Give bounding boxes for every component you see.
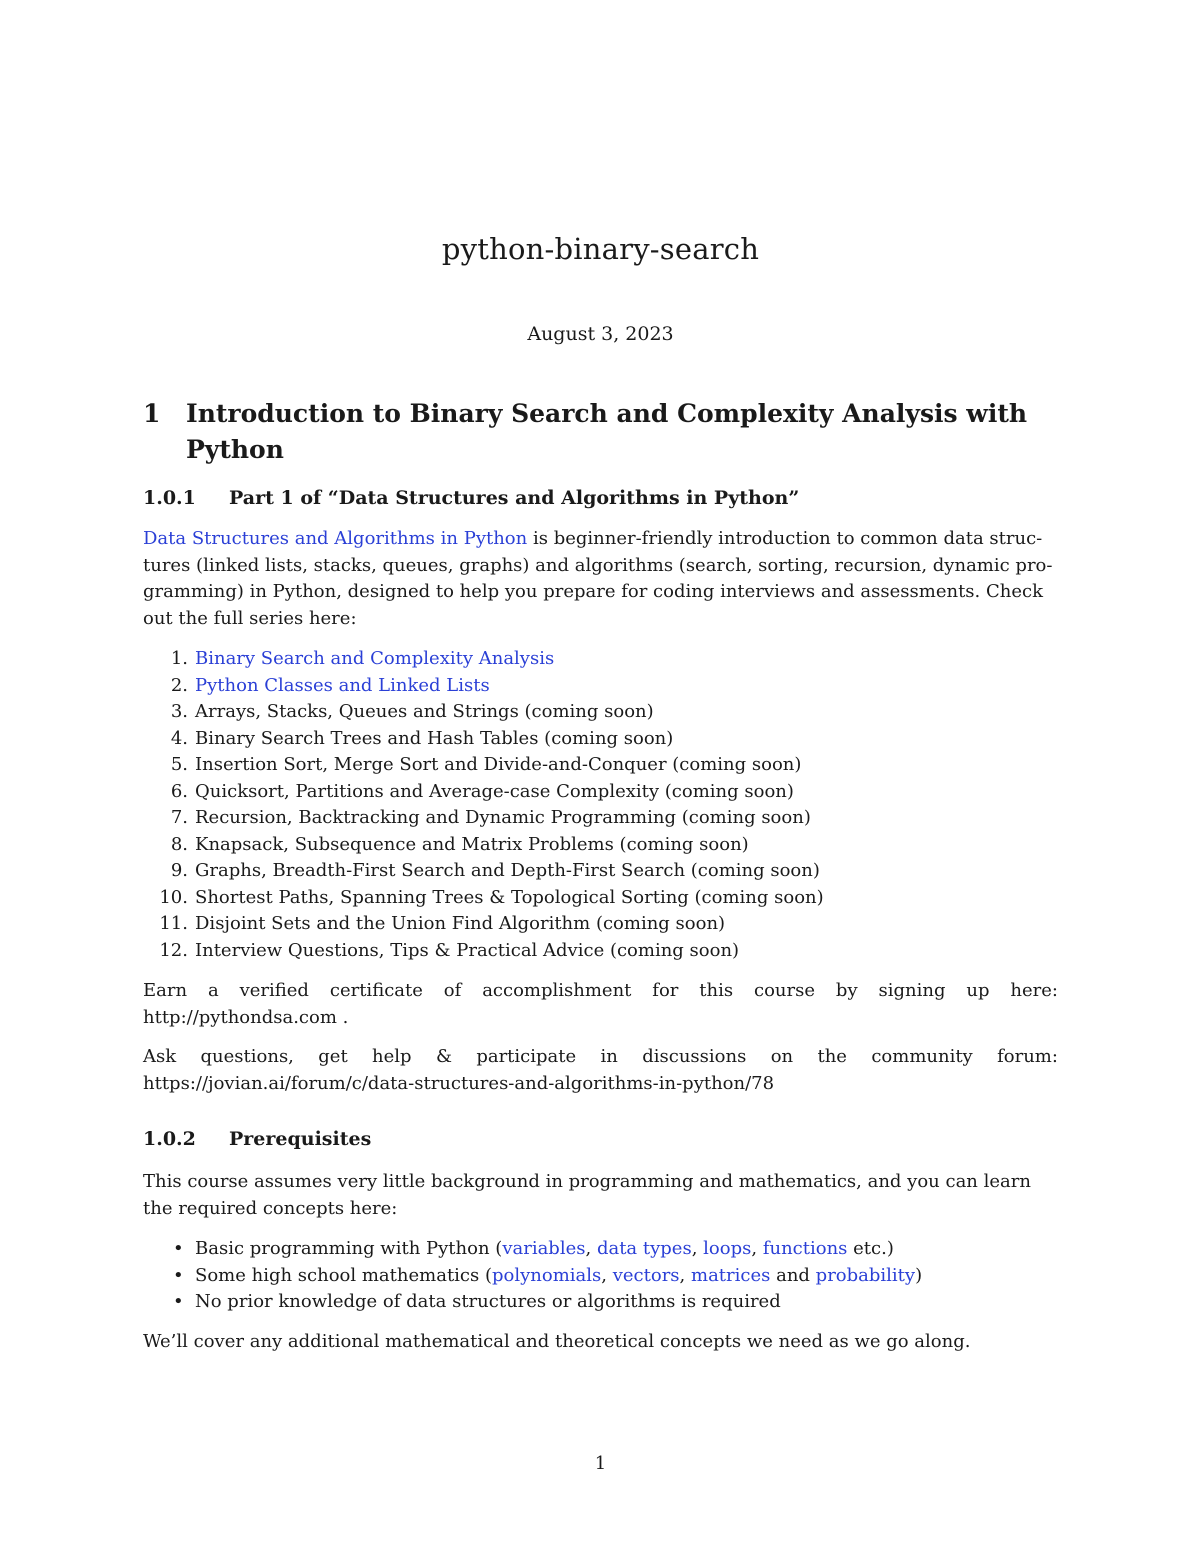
subsection-number: 1.0.1 xyxy=(143,487,196,509)
document-title: python-binary-search xyxy=(441,232,760,266)
bullet-icon: • xyxy=(173,1291,184,1312)
list-item xyxy=(143,752,1058,779)
list-item-text: Arrays, Stacks, Queues and Strings (coming soon) xyxy=(195,701,654,722)
word: course xyxy=(754,980,816,1001)
list-item-text: Shortest Paths, Spanning Trees & Topological Sorting (coming soon) xyxy=(195,886,824,908)
closing-line: We’ll cover any additional mathematical and theoretical concepts we need as we go along. xyxy=(143,1331,971,1352)
text-fragment: Basic programming with Python ( xyxy=(195,1238,503,1259)
intro-line-3: gramming) in Python, designed to help you prepare for coding interviews and assessments. Check xyxy=(143,581,1043,602)
section-number: 1 xyxy=(143,399,161,428)
intro-line-4: out the full series here: xyxy=(143,607,357,629)
dsa-course-link[interactable]: Data Structures and Algorithms in Python xyxy=(143,528,528,549)
prereq-line-1: This course assumes very little background in programming and mathematics, and you can learn xyxy=(143,1171,1031,1192)
list-marker: 7. xyxy=(170,807,188,828)
word: Earn xyxy=(143,980,188,1001)
word: up xyxy=(966,980,990,1001)
probability-link[interactable]: probability xyxy=(815,1264,916,1286)
list-marker: 12. xyxy=(159,939,188,961)
list-item-text: Disjoint Sets and the Union Find Algorithm (coming soon) xyxy=(195,913,726,934)
intro-line-2: tures (linked lists, stacks, queues, graphs) and algorithms (search, sorting, recursion, dynamic pro- xyxy=(143,554,1053,576)
list-item xyxy=(143,1263,1058,1290)
document-date: August 3, 2023 xyxy=(527,323,674,345)
list-item xyxy=(143,726,1058,753)
word: on xyxy=(770,1046,794,1067)
list-item xyxy=(143,779,1058,806)
subsection-heading-series xyxy=(143,487,1058,509)
prerequisites-list xyxy=(143,1236,1058,1316)
word: in xyxy=(600,1046,618,1067)
word: questions, xyxy=(200,1046,294,1067)
prereq-paragraph xyxy=(143,1169,1058,1222)
section-heading xyxy=(143,396,1058,468)
list-item xyxy=(143,858,1058,885)
word: signing xyxy=(878,980,946,1001)
word: get xyxy=(318,1046,348,1067)
forum-url[interactable]: https://jovian.ai/forum/c/data-structures-and-algorithms-in-python/78 xyxy=(143,1072,775,1094)
certificate-paragraph xyxy=(143,978,1058,1031)
word: this xyxy=(699,980,734,1001)
word: verified xyxy=(239,980,309,1001)
list-marker: 2. xyxy=(170,674,188,696)
text-fragment: and xyxy=(770,1264,816,1286)
list-item-text: Knapsack, Subsequence and Matrix Problems (coming soon) xyxy=(195,833,749,855)
word: of xyxy=(443,980,462,1001)
list-item-text: Basic programming with Python (variables, data types, loops, functions etc.) xyxy=(195,1238,894,1259)
list-item xyxy=(143,646,1058,673)
list-item-text: Some high school mathematics (polynomials, vectors, matrices and probability) xyxy=(195,1264,923,1286)
text-fragment: etc.) xyxy=(847,1238,894,1259)
series-link[interactable]: Python Classes and Linked Lists xyxy=(195,674,490,696)
word: here: xyxy=(1010,980,1058,1001)
list-marker: 6. xyxy=(170,780,188,802)
intro-paragraph xyxy=(143,526,1058,632)
loops-link[interactable]: loops xyxy=(703,1238,752,1259)
word: participate xyxy=(476,1046,577,1067)
series-link[interactable]: Binary Search and Complexity Analysis xyxy=(195,648,555,669)
subsection-number: 1.0.2 xyxy=(143,1128,196,1150)
word: help xyxy=(372,1046,412,1067)
list-item-text: Recursion, Backtracking and Dynamic Programming (coming soon) xyxy=(195,807,811,828)
list-item-text: Interview Questions, Tips & Practical Advice (coming soon) xyxy=(195,939,740,961)
list-marker: 3. xyxy=(170,701,188,722)
vectors-link[interactable]: vectors xyxy=(612,1264,680,1286)
certificate-url[interactable]: http://pythondsa.com . xyxy=(143,1006,349,1028)
word: Ask xyxy=(143,1046,177,1067)
intro-line-1 xyxy=(143,526,1058,553)
list-marker: 1. xyxy=(170,648,188,669)
text-fragment: Some high school mathematics ( xyxy=(195,1264,492,1286)
word: the xyxy=(817,1046,847,1067)
page-number: 1 xyxy=(594,1453,607,1474)
list-marker: 5. xyxy=(170,754,188,775)
list-item xyxy=(143,911,1058,938)
forum-paragraph xyxy=(143,1044,1058,1097)
list-marker: 11. xyxy=(159,913,188,934)
list-item xyxy=(143,1236,1058,1263)
intro-line-1-text: is beginner-friendly introduction to common data struc- xyxy=(532,528,1043,549)
list-item-text: Insertion Sort, Merge Sort and Divide-and-Conquer (coming soon) xyxy=(195,754,802,775)
word: accomplishment xyxy=(482,980,632,1001)
list-item-text: Quicksort, Partitions and Average-case Complexity (coming soon) xyxy=(195,780,794,802)
list-marker: 9. xyxy=(170,860,188,881)
variables-link[interactable]: variables xyxy=(502,1238,586,1259)
list-item-text: Binary Search Trees and Hash Tables (coming soon) xyxy=(195,727,674,749)
list-item xyxy=(143,673,1058,700)
list-marker: 8. xyxy=(170,833,188,855)
word: for xyxy=(652,980,679,1001)
word: community xyxy=(871,1046,973,1067)
text-fragment: ) xyxy=(915,1264,923,1286)
document-page xyxy=(143,0,1058,1553)
list-item xyxy=(143,699,1058,726)
functions-link[interactable]: functions xyxy=(762,1238,848,1259)
section-title: Introduction to Binary Search and Complexity Analysis with Python xyxy=(186,399,1028,464)
word: & xyxy=(435,1046,452,1067)
list-item xyxy=(143,832,1058,859)
subsection-heading-prerequisites xyxy=(143,1128,1058,1150)
data-types-link[interactable]: data types xyxy=(596,1238,692,1259)
matrices-link[interactable]: matrices xyxy=(691,1264,771,1286)
word: a xyxy=(207,980,219,1001)
subsection-title: Prerequisites xyxy=(229,1128,372,1150)
series-list xyxy=(143,646,1058,964)
list-marker: 4. xyxy=(170,727,188,749)
prereq-line-2: the required concepts here: xyxy=(143,1197,398,1219)
list-item xyxy=(143,938,1058,965)
list-item-text: No prior knowledge of data structures or algorithms is required xyxy=(195,1291,781,1312)
list-item xyxy=(143,1289,1058,1316)
polynomials-link[interactable]: polynomials xyxy=(492,1264,602,1286)
forum-line xyxy=(143,1044,1058,1071)
certificate-line xyxy=(143,978,1058,1005)
bullet-icon: • xyxy=(173,1238,184,1259)
word: certificate xyxy=(329,980,423,1001)
word: forum: xyxy=(997,1046,1058,1067)
bullet-icon: • xyxy=(173,1264,184,1286)
word: by xyxy=(835,980,858,1001)
list-item xyxy=(143,805,1058,832)
closing-paragraph xyxy=(143,1329,1058,1356)
list-item xyxy=(143,885,1058,912)
list-item-text: Graphs, Breadth-First Search and Depth-First Search (coming soon) xyxy=(195,860,820,881)
subsection-title: Part 1 of “Data Structures and Algorithms in Python” xyxy=(229,487,800,509)
list-marker: 10. xyxy=(159,886,188,908)
word: discussions xyxy=(642,1046,747,1067)
